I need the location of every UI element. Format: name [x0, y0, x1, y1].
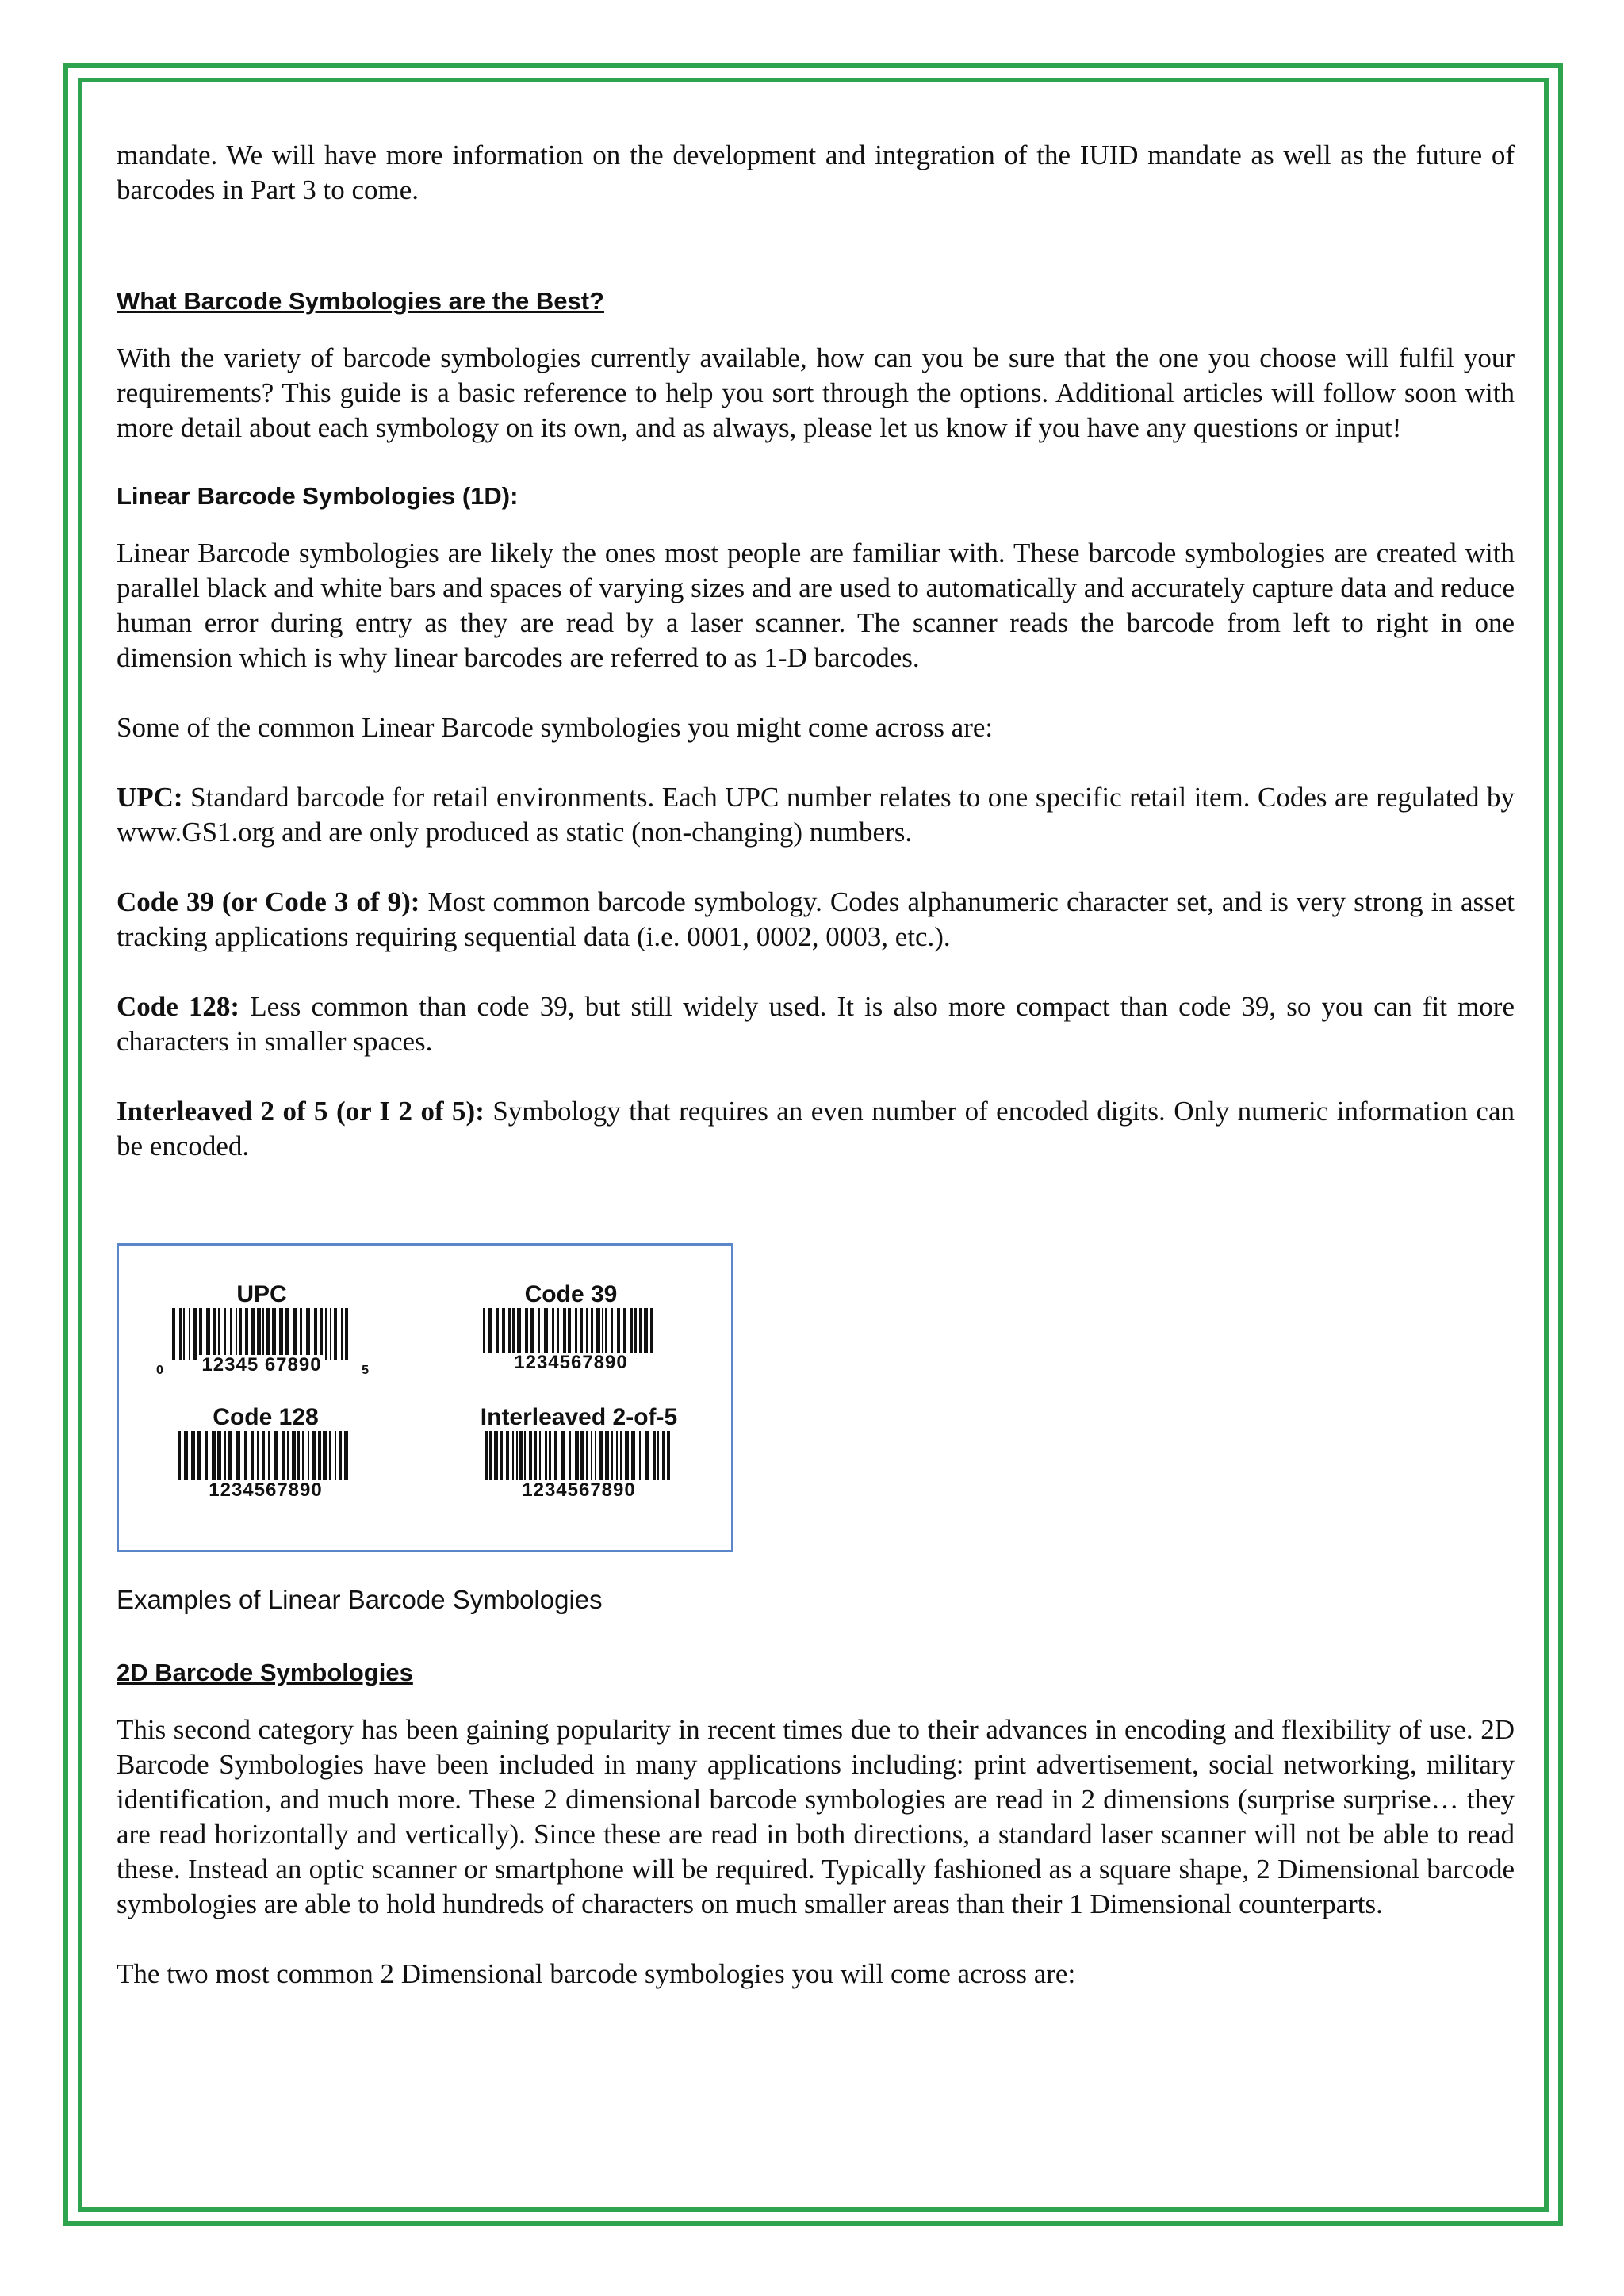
barcode-bar [297, 1431, 300, 1480]
barcode-bar [631, 1431, 635, 1480]
upc-example [156, 1281, 369, 1377]
barcode-bar [667, 1431, 670, 1480]
code39-bars [481, 1308, 661, 1353]
barcode-bar [596, 1308, 600, 1353]
barcode-bar [251, 1431, 254, 1480]
heading-2d-symbologies: 2D Barcode Symbologies [117, 1659, 413, 1686]
barcode-bar [580, 1431, 584, 1480]
barcode-bar [320, 1308, 323, 1360]
2d-closing: The two most common 2 Dimensional barcode symbologies you will come across are: [117, 1958, 1076, 1989]
barcode-bar [516, 1431, 518, 1480]
item-i2of5 [117, 1094, 1515, 1164]
item-term: UPC: [117, 782, 183, 813]
i2of5-example [456, 1404, 702, 1501]
barcode-bar [308, 1431, 309, 1480]
code128-example [174, 1404, 357, 1501]
barcode-bar [494, 1431, 498, 1480]
barcode-bar [575, 1308, 577, 1353]
barcode-bar [524, 1431, 526, 1480]
barcode-bar [512, 1308, 515, 1353]
barcode-bar [496, 1308, 499, 1353]
barcode-bar [268, 1431, 270, 1480]
barcode-bar [344, 1431, 348, 1480]
barcode-bar [563, 1308, 566, 1353]
barcode-bar [645, 1431, 649, 1480]
barcode-bar [569, 1431, 571, 1480]
barcode-bar [199, 1308, 202, 1360]
barcode-bar [236, 1431, 240, 1480]
barcode-bar [236, 1308, 237, 1360]
barcode-bar [662, 1431, 665, 1480]
barcode-bar [616, 1431, 618, 1480]
barcode-bar [329, 1431, 331, 1480]
barcode-bar [213, 1308, 216, 1360]
barcode-bar [251, 1308, 255, 1360]
barcode-bar [172, 1308, 175, 1360]
barcode-bar [611, 1308, 613, 1353]
barcode-bar [206, 1308, 210, 1360]
common-linear-intro: Some of the common Linear Barcode symbologies you might come across are: [117, 712, 994, 743]
barcode-bar [620, 1431, 622, 1480]
barcode-bar [508, 1308, 511, 1353]
figure-caption: Examples of Linear Barcode Symbologies [117, 1585, 603, 1614]
barcode-bar [300, 1308, 302, 1360]
barcode-bar [517, 1308, 521, 1353]
best-symbologies-paragraph: With the variety of barcode symbologies currently available, how can you be sure that the one you choose will fulfil your requirements? This guide is a basic reference to help you sort through the options. Additional articles will follow soon with more detail about each symbology on its own, and as always, please let us know if you have any questions or input! [117, 342, 1515, 443]
barcode-bar [178, 1431, 181, 1480]
code39-example [476, 1281, 666, 1373]
document-content [117, 138, 1515, 1992]
barcode-bar [224, 1431, 226, 1480]
barcode-bar [538, 1308, 540, 1353]
barcode-bar [529, 1431, 532, 1480]
barcode-bar [544, 1308, 548, 1353]
i2of5-title: Interleaved 2-of-5 [480, 1404, 678, 1430]
barcode-bar [488, 1308, 492, 1353]
barcode-bar [580, 1308, 583, 1353]
item-term: Interleaved 2 of 5 (or I 2 of 5): [117, 1096, 485, 1127]
barcode-bar [549, 1431, 551, 1480]
barcode-bar [506, 1431, 509, 1480]
barcode-bar [217, 1431, 221, 1480]
barcode-bar [534, 1431, 537, 1480]
intro-paragraph: mandate. We will have more information on the development and integration of the IUID mandate as well as the future of barcodes in Part 3 to come. [117, 140, 1515, 205]
barcode-bar [183, 1308, 185, 1360]
barcode-bar [287, 1431, 289, 1480]
barcode-bar [489, 1431, 492, 1480]
barcode-bar [197, 1431, 201, 1480]
barcode-bar [500, 1431, 503, 1480]
barcode-bar [325, 1308, 327, 1360]
barcode-bar [591, 1431, 592, 1480]
code128-title: Code 128 [213, 1404, 319, 1430]
barcode-bar [262, 1308, 264, 1360]
barcode-bar [189, 1308, 190, 1360]
barcode-bar [539, 1431, 541, 1480]
barcode-bar [530, 1308, 534, 1353]
barcode-bar [191, 1431, 195, 1480]
barcode-bar [341, 1308, 343, 1360]
barcode-bar [650, 1308, 653, 1353]
barcode-bar [335, 1431, 336, 1480]
barcode-bar [306, 1308, 310, 1360]
code39-title: Code 39 [524, 1281, 618, 1307]
item-code128 [117, 989, 1515, 1059]
barcode-bar [639, 1431, 641, 1480]
item-code39 [117, 885, 1515, 955]
barcode-bar [330, 1308, 331, 1360]
barcode-bar [272, 1308, 276, 1360]
barcode-bar [244, 1431, 247, 1480]
barcode-bar [302, 1431, 304, 1480]
barcode-bar [230, 1308, 232, 1360]
barcode-bar [552, 1308, 554, 1353]
barcode-bar [314, 1308, 317, 1360]
upc-right-digit: 5 [362, 1364, 369, 1377]
barcode-bar [293, 1308, 297, 1360]
barcode-bar [224, 1308, 226, 1360]
barcode-bar [218, 1308, 220, 1360]
barcode-bar [554, 1431, 557, 1480]
item-desc: Standard barcode for retail environments. Each UPC number relates to one specific retail item. Codes are regulated by www.GS1.org and are only produced as static (non-changing) numbers. [117, 782, 1515, 848]
barcode-bar [292, 1431, 296, 1480]
barcode-bar [653, 1431, 656, 1480]
barcode-bar [279, 1308, 283, 1360]
barcode-bar [184, 1431, 188, 1480]
barcode-bar [575, 1431, 579, 1480]
barcode-bar [312, 1431, 316, 1480]
barcode-bar [245, 1308, 248, 1360]
item-desc: Symbology that requires an even number of encoded digits. Only numeric information can be encoded. [117, 1096, 1515, 1161]
item-term: Code 128: [117, 991, 240, 1022]
barcode-bar [205, 1431, 208, 1480]
barcode-bar [591, 1308, 593, 1353]
barcode-bar [257, 1308, 261, 1360]
barcode-bar [599, 1431, 603, 1480]
upc-bars [170, 1308, 353, 1360]
barcode-bar [625, 1431, 629, 1480]
barcode-bar [485, 1431, 488, 1480]
barcode-bar [545, 1431, 547, 1480]
barcode-bar [339, 1431, 342, 1480]
barcode-bar [512, 1431, 514, 1480]
barcode-bar [605, 1431, 609, 1480]
barcode-bar [285, 1308, 289, 1360]
barcode-bar [595, 1431, 596, 1480]
barcode-bar [525, 1308, 528, 1353]
i2of5-bars [484, 1431, 674, 1480]
barcode-bar [605, 1308, 607, 1353]
heading-linear-symbologies: Linear Barcode Symbologies (1D): [117, 482, 519, 510]
barcode-bar [193, 1308, 197, 1360]
code39-number: 1234567890 [514, 1352, 628, 1373]
upc-left-digit: 0 [156, 1364, 163, 1377]
barcode-bar [282, 1431, 285, 1480]
barcode-bar [274, 1431, 278, 1480]
item-desc: Most common barcode symbology. Codes alphanumeric character set, and is very strong in asset tracking applications requiring sequential data (i.e. 0001, 0002, 0003, etc.). [117, 886, 1515, 952]
barcode-bar [318, 1431, 321, 1480]
barcode-bar [644, 1308, 648, 1353]
upc-number: 12345 67890 [198, 1355, 324, 1376]
barcode-bar [586, 1431, 588, 1480]
barcode-bar [611, 1431, 613, 1480]
barcode-bar [630, 1308, 633, 1353]
code128-number: 1234567890 [209, 1479, 323, 1501]
barcode-bar [323, 1431, 327, 1480]
barcode-bar [617, 1308, 620, 1353]
item-term: Code 39 (or Code 3 of 9): [117, 886, 420, 917]
barcode-bar [483, 1308, 485, 1353]
barcode-bar [557, 1308, 559, 1353]
code128-bars [176, 1431, 355, 1480]
barcode-bar [657, 1431, 659, 1480]
heading-best-symbologies: What Barcode Symbologies are the Best? [117, 287, 604, 315]
linear-paragraph: Linear Barcode symbologies are likely the ones most people are familiar with. These barcode symbologies are created with parallel black and white bars and spaces of varying sizes and are used to automatically and accurately capture data and reduce human error during entry as they are read by a laser scanner. The scanner reads the barcode from left to right in one dimension which is why linear barcodes are referred to as 1-D barcodes. [117, 538, 1515, 673]
barcode-bar [586, 1308, 588, 1353]
item-upc [117, 780, 1515, 850]
barcode-bar [602, 1308, 603, 1353]
barcode-bar [266, 1308, 270, 1360]
barcode-bar [561, 1431, 565, 1480]
barcode-bar [262, 1431, 265, 1480]
barcode-bar [212, 1431, 216, 1480]
item-desc: Less common than code 39, but still widely used. It is also more compact than code 39, so you can fit more characters in smaller spaces. [117, 991, 1515, 1057]
barcode-bar [345, 1308, 348, 1360]
i2of5-number: 1234567890 [522, 1479, 636, 1501]
barcode-bar [623, 1308, 626, 1353]
barcode-bar [228, 1431, 232, 1480]
barcode-bar [179, 1308, 182, 1360]
barcode-bar [634, 1308, 637, 1353]
barcode-bar [239, 1308, 242, 1360]
barcode-bar [568, 1308, 571, 1353]
linear-barcode-figure [117, 1243, 733, 1552]
barcode-bar [639, 1308, 642, 1353]
barcode-bar [502, 1308, 505, 1353]
barcode-bar [334, 1308, 337, 1360]
upc-title: UPC [236, 1281, 287, 1307]
barcode-bar [257, 1431, 259, 1480]
2d-paragraph: This second category has been gaining popularity in recent times due to their advances in encoding and flexibility of use. 2D Barcode Symbologies have been included in many applications including: print advertisement, social networking, military identification, and much more. These 2 dimensional barcode symbologies are read in 2 dimensions (surprise surprise… they are read horizontally and vertically). Since these are read in both directions, a standard laser scanner will not be able to read these. Instead an optic scanner or smartphone will be required. Typically fashioned as a square shape, 2 Dimensional barcode symbologies are able to hold hundreds of characters on much smaller areas than their 1 Dimensional counterparts. [117, 1714, 1515, 1919]
barcode-bar [519, 1431, 523, 1480]
